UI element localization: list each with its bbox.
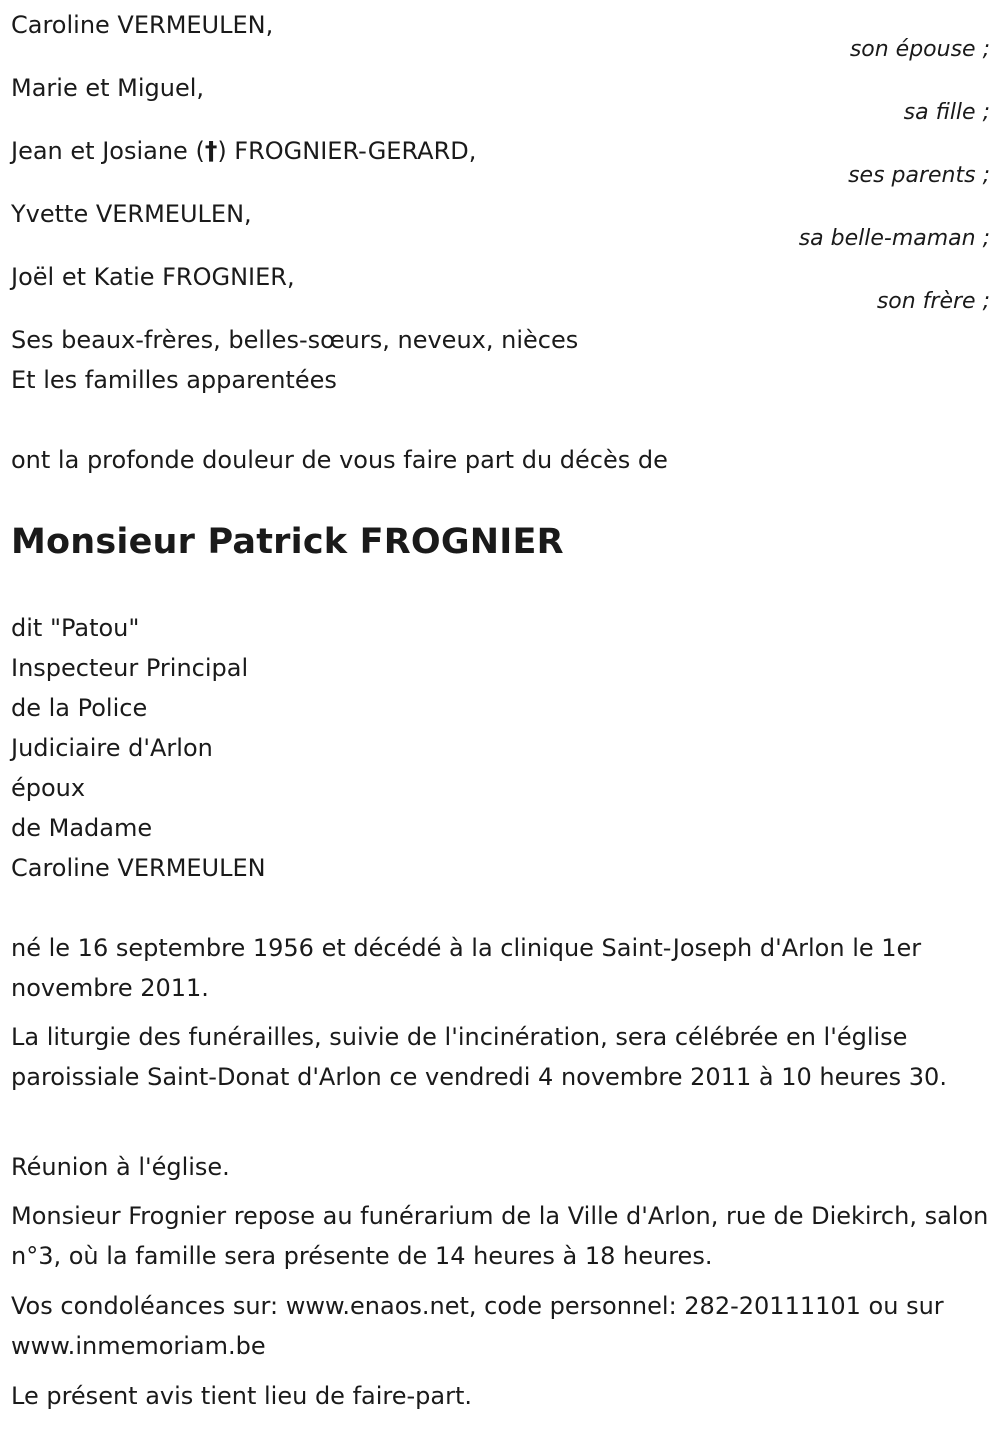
family-role-daughter: sa fille ; — [903, 100, 990, 125]
bio-line-spouse-name: Caroline VERMEULEN — [11, 854, 266, 882]
bio-line-title: Inspecteur Principal — [11, 654, 249, 682]
family-role-brother: son frère ; — [876, 289, 990, 314]
relatives-line-2: Et les familles apparentées — [11, 366, 337, 394]
condolences-paragraph: Vos condoléances sur: www.enaos.net, code personnel: 282-20111101 ou sur www.inmemoriam.be — [11, 1292, 944, 1360]
funerarium-paragraph: Monsieur Frognier repose au funérarium de la Ville d'Arlon, rue de Diekirch, salon n°3, où la famille sera présente de 14 heures à 18 heures. — [11, 1202, 989, 1270]
family-member-mother-in-law: Yvette VERMEULEN, — [11, 200, 252, 228]
meeting-paragraph: Réunion à l'église. — [11, 1153, 230, 1181]
family-member-parents-last: ) FROGNIER-GERARD, — [217, 137, 477, 165]
family-role-parents: ses parents ; — [848, 163, 990, 188]
bio-line-judiciaire: Judiciaire d'Arlon — [11, 734, 213, 762]
family-member-daughter: Marie et Miguel, — [11, 74, 205, 102]
deceased-name: Monsieur Patrick FROGNIER — [11, 522, 564, 562]
announcement-text: ont la profonde douleur de vous faire part du décès de — [11, 446, 668, 474]
family-role-spouse: son épouse ; — [849, 37, 990, 62]
bio-line-spouse-label: époux — [11, 774, 86, 802]
cross-icon: † — [204, 136, 218, 165]
family-role-mother-in-law: sa belle-maman ; — [798, 226, 990, 251]
bio-line-madame: de Madame — [11, 814, 153, 842]
family-member-brother: Joël et Katie FROGNIER, — [11, 263, 295, 291]
liturgy-paragraph: La liturgie des funérailles, suivie de l'incinération, sera célébrée en l'église paroissiale Saint-Donat d'Arlon ce vendredi 4 novembre 2011 à 10 heures 30. — [11, 1023, 947, 1091]
birth-death-paragraph: né le 16 septembre 1956 et décédé à la clinique Saint-Joseph d'Arlon le 1er novembre 2011. — [11, 934, 922, 1002]
family-member-parents-first: Jean et Josiane ( — [11, 137, 205, 165]
relatives-line-1: Ses beaux-frères, belles-sœurs, neveux, nièces — [11, 326, 579, 354]
bio-line-police: de la Police — [11, 694, 148, 722]
family-member-parents — [11, 136, 476, 166]
closing-paragraph: Le présent avis tient lieu de faire-part. — [11, 1382, 473, 1410]
bio-line-nickname: dit "Patou" — [11, 614, 140, 642]
family-member-spouse: Caroline VERMEULEN, — [11, 11, 274, 39]
